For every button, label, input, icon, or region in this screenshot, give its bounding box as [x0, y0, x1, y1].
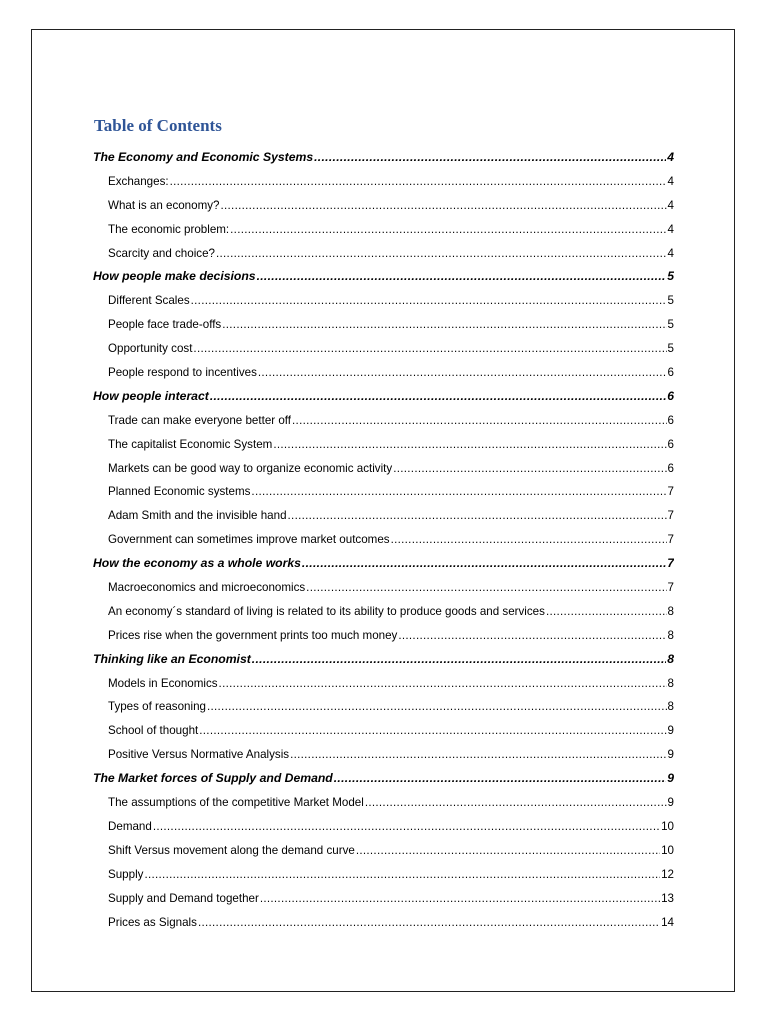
- toc-heading-entry[interactable]: [93, 552, 674, 576]
- toc-heading-entry[interactable]: [93, 146, 674, 170]
- toc-page-number: 9: [667, 748, 674, 762]
- toc-dot-leader: [546, 600, 667, 624]
- toc-page-number: 6: [667, 413, 674, 427]
- toc-dot-leader: [258, 361, 667, 385]
- toc-subentry[interactable]: [93, 815, 674, 839]
- toc-subentry[interactable]: [93, 719, 674, 743]
- toc-dot-leader: [302, 552, 666, 576]
- toc-dot-leader: [306, 576, 666, 600]
- toc-subentry[interactable]: [93, 361, 674, 385]
- toc-entry-label: What is an economy?: [108, 198, 220, 212]
- toc-subentry[interactable]: [93, 695, 674, 719]
- toc-subentry[interactable]: [93, 194, 674, 218]
- toc-entry-label: People respond to incentives: [108, 366, 257, 380]
- toc-subentry[interactable]: [93, 839, 674, 863]
- toc-page-number: 7: [667, 509, 674, 523]
- toc-dot-leader: [144, 863, 660, 887]
- toc-subentry[interactable]: [93, 672, 674, 696]
- toc-page-number: 10: [661, 843, 674, 857]
- toc-dot-leader: [220, 194, 666, 218]
- toc-page-number: 7: [667, 533, 674, 547]
- toc-page-number: 8: [667, 676, 674, 690]
- toc-entry-label: People face trade-offs: [108, 318, 222, 332]
- toc-subentry[interactable]: [93, 791, 674, 815]
- toc-page-number: 4: [667, 174, 674, 188]
- toc-entry-label: The Economy and Economic Systems: [93, 150, 314, 164]
- toc-entry-label: Prices as Signals: [108, 915, 197, 929]
- toc-dot-leader: [391, 528, 667, 552]
- toc-page-number: 4: [667, 150, 674, 164]
- toc-page-number: 7: [667, 581, 674, 595]
- toc-dot-leader: [260, 887, 660, 911]
- toc-entry-label: An economy´s standard of living is related to its ability to produce goods and services: [108, 604, 545, 618]
- toc-entry-label: Different Scales: [108, 294, 190, 308]
- toc-entry-label: Scarcity and choice?: [108, 246, 215, 260]
- toc-dot-leader: [219, 672, 667, 696]
- toc-entry-label: Opportunity cost: [108, 342, 193, 356]
- toc-dot-leader: [193, 337, 666, 361]
- toc-subentry[interactable]: [93, 743, 674, 767]
- toc-dot-leader: [222, 313, 666, 337]
- toc-subentry[interactable]: [93, 242, 674, 266]
- toc-dot-leader: [207, 695, 667, 719]
- toc-dot-leader: [252, 648, 666, 672]
- toc-subentry[interactable]: [93, 863, 674, 887]
- toc-entry-label: How people interact: [93, 388, 209, 403]
- toc-subentry[interactable]: [93, 337, 674, 361]
- toc-entry-label: How people make decisions: [93, 269, 256, 284]
- toc-page-number: 6: [667, 366, 674, 380]
- toc-subentry[interactable]: [93, 887, 674, 911]
- toc-entry-label: Planned Economic systems: [108, 485, 251, 499]
- toc-dot-leader: [288, 504, 667, 528]
- toc-page-number: 8: [667, 651, 674, 666]
- toc-entry-label: School of thought: [108, 724, 199, 738]
- toc-dot-leader: [216, 242, 667, 266]
- toc-dot-leader: [198, 911, 660, 935]
- toc-dot-leader: [210, 385, 666, 409]
- toc-subentry[interactable]: [93, 457, 674, 481]
- toc-dot-leader: [191, 289, 667, 313]
- toc-subentry[interactable]: [93, 289, 674, 313]
- toc-page-number: 5: [667, 342, 674, 356]
- toc-dot-leader: [199, 719, 666, 743]
- toc-entry-label: How the economy as a whole works: [93, 556, 301, 571]
- toc-dot-leader: [398, 624, 666, 648]
- toc-page-number: 5: [667, 269, 674, 284]
- toc-entry-label: Positive Versus Normative Analysis: [108, 748, 290, 762]
- toc-page-number: 9: [667, 796, 674, 810]
- toc-page-number: 6: [667, 437, 674, 451]
- toc-page-number: 6: [667, 388, 674, 403]
- toc-page-number: 8: [667, 604, 674, 618]
- toc-page-number: 5: [667, 294, 674, 308]
- toc-entry-label: Demand: [108, 819, 152, 833]
- toc-subentry[interactable]: [93, 911, 674, 935]
- toc-subentry[interactable]: [93, 218, 674, 242]
- toc-page-number: 4: [667, 222, 674, 236]
- toc-title: Table of Contents: [94, 116, 222, 135]
- toc-page-number: 4: [667, 246, 674, 260]
- toc-dot-leader: [292, 409, 667, 433]
- toc-entry-label: Government can sometimes improve market outcomes: [108, 533, 390, 547]
- toc-entry-label: Prices rise when the government prints too much money: [108, 628, 398, 642]
- toc-dot-leader: [230, 218, 666, 242]
- toc-page-number: 9: [667, 724, 674, 738]
- toc-dot-leader: [393, 457, 666, 481]
- toc-dot-leader: [257, 265, 667, 289]
- toc-heading-entry[interactable]: [93, 385, 674, 409]
- toc-heading-entry[interactable]: [93, 648, 674, 672]
- toc-page-number: 7: [667, 556, 674, 571]
- toc-list: [93, 146, 674, 934]
- toc-page-number: 6: [667, 461, 674, 475]
- toc-subentry[interactable]: [93, 600, 674, 624]
- toc-entry-label: The economic problem:: [108, 222, 230, 236]
- toc-page-number: 14: [661, 915, 674, 929]
- toc-subentry[interactable]: [93, 528, 674, 552]
- toc-dot-leader: [290, 743, 666, 767]
- toc-subentry[interactable]: [93, 576, 674, 600]
- toc-dot-leader: [334, 767, 666, 791]
- toc-subentry[interactable]: [93, 504, 674, 528]
- toc-dot-leader: [273, 433, 666, 457]
- toc-page-number: 7: [667, 485, 674, 499]
- document-page: [31, 29, 735, 992]
- toc-entry-label: The assumptions of the competitive Market Model: [108, 796, 364, 810]
- toc-subentry[interactable]: [93, 624, 674, 648]
- toc-page-number: 9: [667, 771, 674, 786]
- toc-page-number: 4: [667, 198, 674, 212]
- toc-subentry[interactable]: [93, 170, 674, 194]
- toc-page-number: 13: [661, 891, 674, 905]
- toc-entry-label: Trade can make everyone better off: [108, 413, 292, 427]
- toc-entry-label: Adam Smith and the invisible hand: [108, 509, 287, 523]
- toc-heading-entry[interactable]: [93, 767, 674, 791]
- toc-entry-label: Shift Versus movement along the demand curve: [108, 843, 355, 857]
- toc-entry-label: Exchanges:: [108, 174, 169, 188]
- toc-dot-leader: [356, 839, 660, 863]
- toc-page-number: 5: [667, 318, 674, 332]
- toc-entry-label: The capitalist Economic System: [108, 437, 273, 451]
- toc-dot-leader: [153, 815, 660, 839]
- toc-entry-label: Supply and Demand together: [108, 891, 259, 905]
- toc-entry-label: Macroeconomics and microeconomics: [108, 581, 306, 595]
- toc-entry-label: Thinking like an Economist: [93, 651, 251, 666]
- toc-page-number: 8: [667, 628, 674, 642]
- toc-page-number: 12: [661, 867, 674, 881]
- toc-subentry[interactable]: [93, 409, 674, 433]
- toc-heading-entry[interactable]: [93, 265, 674, 289]
- toc-entry-label: Models in Economics: [108, 676, 218, 690]
- toc-entry-label: The Market forces of Supply and Demand: [93, 771, 333, 786]
- toc-entry-label: Markets can be good way to organize economic activity: [108, 461, 393, 475]
- toc-subentry[interactable]: [93, 313, 674, 337]
- toc-dot-leader: [251, 480, 666, 504]
- toc-entry-label: Supply: [108, 867, 144, 881]
- toc-dot-leader: [314, 146, 666, 170]
- toc-subentry[interactable]: [93, 480, 674, 504]
- toc-page-number: 8: [667, 700, 674, 714]
- toc-subentry[interactable]: [93, 433, 674, 457]
- toc-dot-leader: [365, 791, 667, 815]
- toc-dot-leader: [170, 170, 667, 194]
- toc-page-number: 10: [661, 819, 674, 833]
- toc-entry-label: Types of reasoning: [108, 700, 206, 714]
